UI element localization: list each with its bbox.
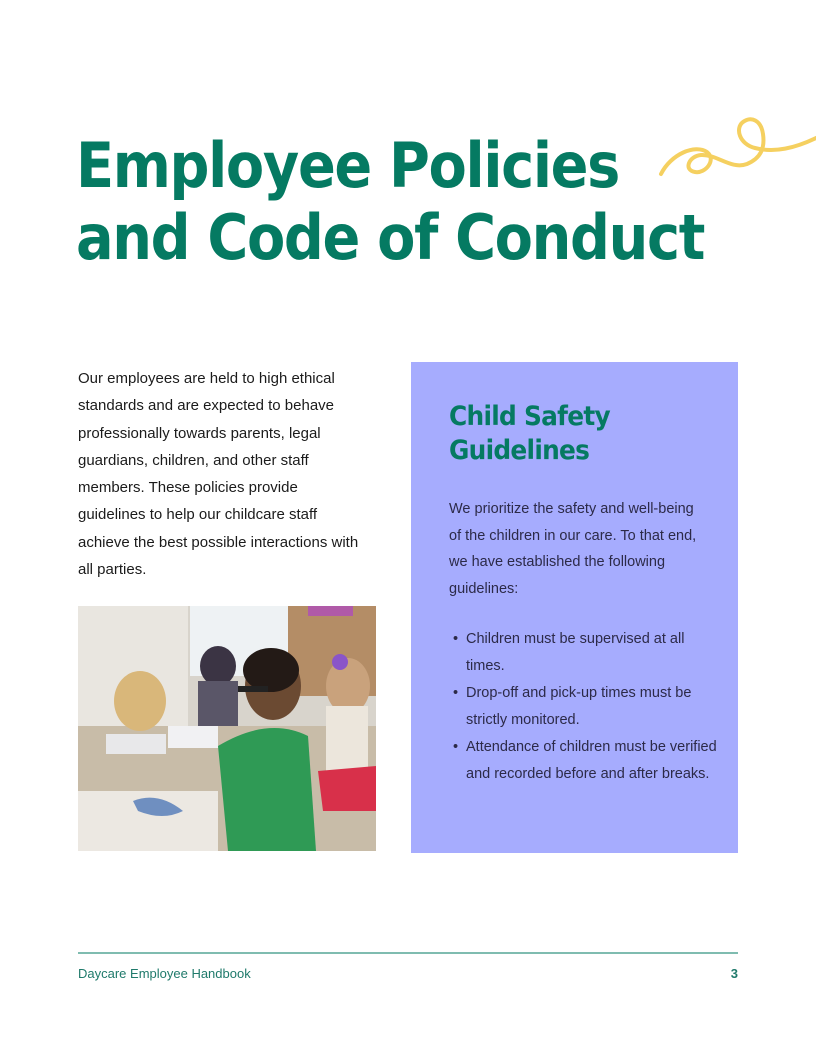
page-title-line-2: and Code of Conduct	[76, 201, 705, 274]
child-safety-callout	[411, 362, 738, 853]
callout-body: We prioritize the safety and well-being of the children in our care. To that end, we have established the following guidelines:	[449, 501, 697, 597]
page-title-line-1: Employee Policies	[76, 129, 619, 202]
guideline-item: • Attendance of children must be verified and recorded before and after breaks.	[449, 734, 719, 788]
guideline-item: • Drop-off and pick-up times must be strictly monitored.	[449, 680, 719, 734]
footer-document-name: Daycare Employee Handbook	[78, 966, 251, 981]
footer-divider	[78, 952, 738, 954]
guideline-item: • Children must be supervised at all times.	[449, 626, 719, 680]
classroom-photo	[78, 606, 376, 851]
callout-title: Child Safety Guidelines	[449, 401, 610, 466]
footer-page-number: 3	[730, 966, 738, 981]
guidelines-list	[449, 626, 719, 788]
page-title	[76, 130, 704, 274]
classroom-photo-image	[78, 606, 376, 851]
squiggle-line-icon	[655, 108, 816, 183]
intro-paragraph: Our employees are held to high ethical standards and are expected to behave professionally towards parents, legal guardians, children, and other staff members. These policies provide guidelines to help our childcare staff achieve the best possible interactions with all parties.	[78, 370, 359, 579]
